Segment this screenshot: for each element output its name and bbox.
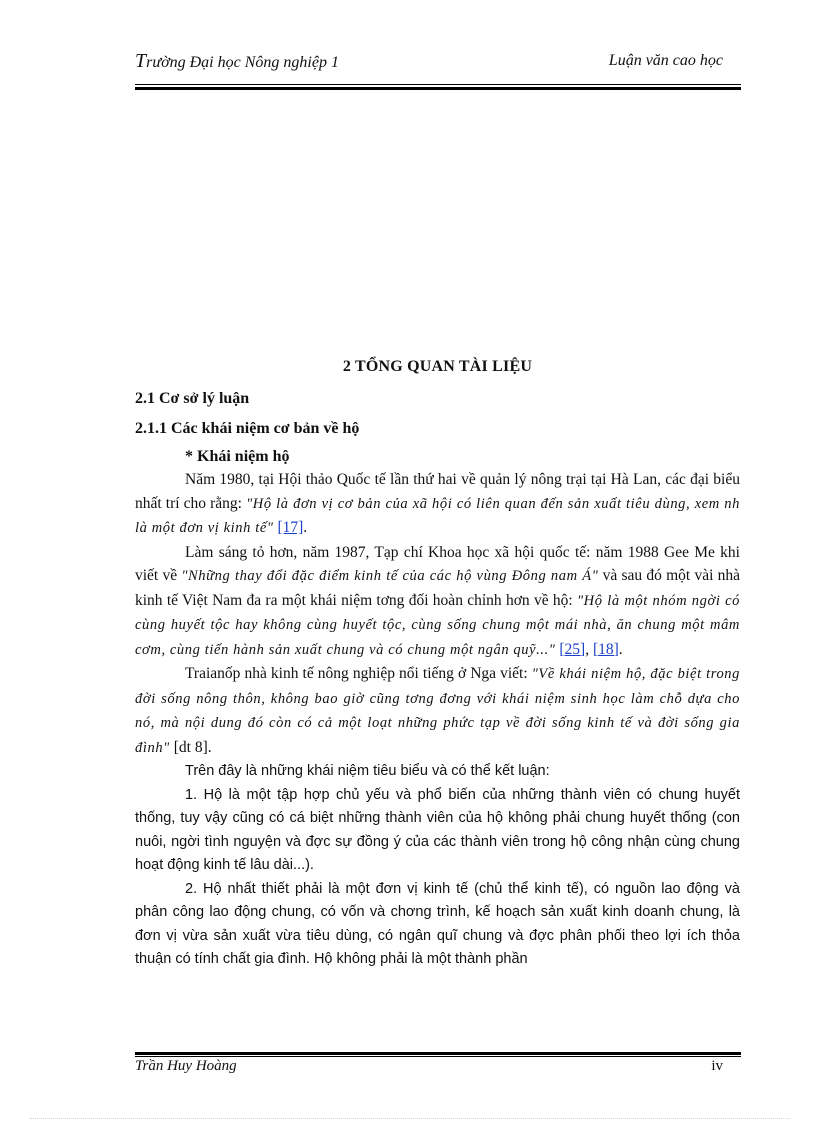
paragraph-3 [135,662,740,760]
page-header [135,48,741,88]
paragraph-1-text: Năm 1980, tại Hội thảo Quốc tế lần thứ hai về quản lý nông trại tại Hà Lan, các đại biểu nhất trí cho rằng: [135,471,740,512]
paragraph-2-text: Làm sáng tỏ hơn, năm 1987, Tạp chí Khoa học xã hội quốc tế: năm 1988 Gee Me khi viết về [135,543,740,584]
chapter-title: 2 TỔNG QUAN TÀI LIỆU [342,358,533,375]
section-heading-2-1: 2.1 Cơ sở lý luận [135,390,250,407]
subsection-heading: * Khái niệm hộ [185,448,290,465]
citation-separator: , [585,640,593,658]
paragraph-5: 1. Hộ là một tập hợp chủ yếu và phổ biến của những thành viên có chung huyết thống, tuy vậy cũng có cá biệt những thành viên của hộ không phải chung huyết thống (con nuôi, ngời tình nguyện và đợc sự đồng ý của các thành viên trong hộ công nhận cùng chung hoạt động kinh tế lâu dài...). [135,786,740,873]
paragraph-6: 2. Hộ nhất thiết phải là một đơn vị kinh tế (chủ thể kinh tế), có nguồn lao động và phân công lao động chung, có vốn và chơng trình, kế hoạch sản xuất kinh doanh chung, là đơn vị vừa sản xuất vừa tiêu dùng, có ngân quĩ chung và đợc phân phối theo lợi ích thỏa thuận có tính chất gia đình. Hộ không phải là một thành phần [135,880,740,967]
paragraph-2-text-2: và sau đó một vài nhà kinh tế Việt Nam đa ra một khái niệm tơng đối hoàn chỉnh hơn về hộ: [135,567,741,609]
paragraph-3-text: Traianốp nhà kinh tế nông nghiệp nổi tiếng ở Nga viết: [185,665,532,682]
page-content [135,358,740,972]
citation-link[interactable]: [17] [277,519,304,536]
paragraph-2-quote-2: "Hộ là một nhóm ngời có cùng huyết tộc hay không cùng huyết tộc, cùng sống chung một mái nhà, ăn chung một mâm cơm, cùng tiến hành sản xuất chung và có chung một ngân quỹ..." [135,592,740,658]
paragraph-2 [135,541,740,663]
header-school [135,50,339,73]
paragraph-1 [135,468,740,541]
section-heading-2-1-1: 2.1.1 Các khái niệm cơ bản về hộ [135,420,360,437]
footer-rule-thin [135,1056,741,1057]
header-rule-thin [135,84,741,85]
citation-link[interactable]: [25] [559,640,586,658]
paragraph-2-end: . [618,640,623,658]
header-school-initial: T [135,50,147,72]
header-school-rest: rường Đại học Nông nghiệp 1 [146,54,339,71]
paragraph-3-end: [dt 8]. [169,738,212,756]
paragraph-4: Trên đây là những khái niệm tiêu biểu và có thể kết luận: [185,763,550,779]
paragraph-1-end: . [303,519,308,536]
header-rule-thick [135,87,741,90]
footer-rule-thick [135,1052,741,1055]
paragraph-1-quote: "Hộ là đơn vị cơ bản của xã hội có liên quan đến sản xuất tiêu dùng, xem nh là một đơn vị kinh tế" [135,495,740,536]
page-number: iv [711,1058,723,1074]
paragraph-3-quote: "Về khái niệm hộ, đặc biệt trong đời sống nông thôn, không bao giờ cũng tơng đơng với khái niệm sinh học làm chỗ dựa cho nó, mà nội dung đó còn có cả một loạt những phức tạp về đời sống kinh tế và đời sống gia đình" [135,666,741,756]
paragraph-2-quote-1: "Những thay đổi đặc điểm kinh tế của các hộ vùng Đông nam Á" [181,568,599,584]
page-bottom-dotted-line [30,1118,790,1119]
citation-link[interactable]: [18] [592,640,619,658]
footer-author: Trần Huy Hoàng [135,1058,237,1074]
header-doc-type: Luận văn cao học [608,52,723,69]
